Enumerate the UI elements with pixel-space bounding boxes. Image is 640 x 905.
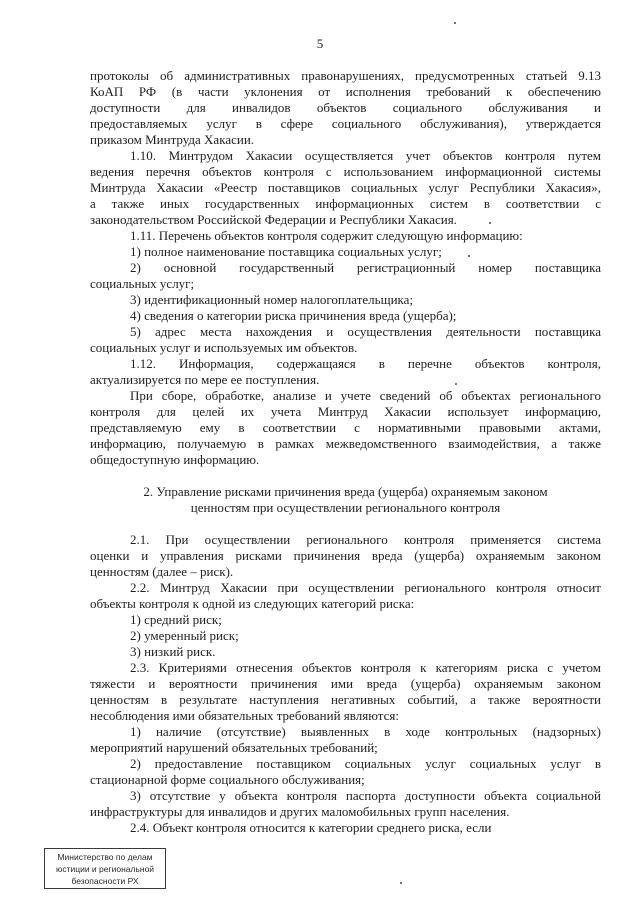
text-line: стационарной форме социального обслуживания;	[90, 772, 365, 787]
text-line: 5) адрес места нахождения и осуществления деятельности поставщика	[130, 324, 601, 339]
text-line: 2.4. Объект контроля относится к категории среднего риска, если	[130, 820, 492, 835]
text-line: представляемую ему в соответствии с нормативными правовыми актами,	[90, 420, 601, 435]
text-line: тяжести и вероятности причинения ими вреда (ущерба) охраняемым законом	[90, 676, 601, 691]
text-line: общедоступную информацию.	[90, 452, 260, 467]
text-line: 1) наличие (отсутствие) выявленных в ходе контрольных (надзорных)	[130, 724, 601, 739]
stamp-line: Министерство по делам	[57, 852, 153, 862]
text-line: При сборе, обработке, анализе и учете сведений об объектах регионального	[130, 388, 601, 403]
text-line: объекты контроля к одной из следующих категорий риска:	[90, 596, 415, 611]
section-heading: ценностям при осуществлении регионального контроля	[190, 500, 501, 515]
text-line: оценки и управления рисками причинения вреда (ущерба) охраняемым законом	[90, 548, 601, 563]
text-line: приказом Минтруда Хакасии.	[90, 132, 255, 147]
text-line: предоставляемых услуг в сфере социального обслуживания), утверждается	[90, 116, 601, 131]
scan-speck	[400, 882, 402, 884]
stamp-line: юстиции и региональной	[55, 864, 155, 874]
text-line: 2.2. Минтруд Хакасии при осуществлении регионального контроля относит	[130, 580, 601, 595]
text-line: 1.10. Минтрудом Хакасии осуществляется учет объектов контроля путем	[130, 148, 601, 163]
text-line: ценностям (далее – риск).	[90, 564, 234, 579]
text-line: 2) умеренный риск;	[130, 628, 239, 643]
text-line: ведения перечня объектов контроля с использованием информационной системы	[90, 164, 601, 179]
text-line: 2.3. Критериями отнесения объектов контроля к категориям риска с учетом	[130, 660, 601, 675]
text-line: социальных услуг и используемых им объектов.	[90, 340, 358, 355]
text-line: инфраструктуры для инвалидов и других маломобильных групп населения.	[90, 804, 510, 819]
text-line: 3) низкий риск.	[130, 644, 216, 659]
text-line: контроля для целей их учета Минтруд Хакасии использует информацию,	[90, 404, 601, 419]
text-line: 3) отсутствие у объекта контроля паспорта доступности объекта социальной	[130, 788, 601, 803]
text-line: 1.12. Информация, содержащаяся в перечне объектов контроля,	[130, 356, 601, 371]
text-line: 1) средний риск;	[130, 612, 222, 627]
text-line: законодательством Российской Федерации и Республики Хакасия.	[90, 212, 457, 227]
text-line: доступности для инвалидов объектов социального обслуживания и	[90, 100, 601, 115]
text-line: Минтруда Хакасии «Реестр поставщиков социальных услуг Республики Хакасия»,	[90, 180, 601, 195]
text-line: мероприятий нарушений обязательных требований;	[90, 740, 378, 755]
text-line: несоблюдения ими обязательных требований являются:	[90, 708, 399, 723]
text-line: 1) полное наименование поставщика социальных услуг;	[130, 244, 442, 259]
text-line: социальных услуг;	[90, 276, 195, 291]
scan-speck	[454, 22, 456, 24]
text-line: актуализируется по мере ее поступления.	[90, 372, 320, 387]
scan-speck	[455, 383, 457, 385]
stamp-line: безопасности РХ	[71, 876, 139, 886]
page-number: 5	[316, 36, 324, 51]
text-line: ценностям в результате наступления негативных событий, а также вероятности	[90, 692, 601, 707]
text-line: 1.11. Перечень объектов контроля содержит следующую информацию:	[130, 228, 523, 243]
text-line: 3) идентификационный номер налогоплательщика;	[130, 292, 414, 307]
section-heading: 2. Управление рисками причинения вреда (ущерба) охраняемым законом	[143, 484, 548, 499]
ministry-stamp	[44, 848, 166, 889]
text-line: 2) предоставление поставщиком социальных услуг социальных услуг в	[130, 756, 601, 771]
text-line: информацию, получаемую в рамках межведомственного взаимодействия, а также	[90, 436, 601, 451]
text-line: а также иных государственных информационных систем в соответствии с	[90, 196, 601, 211]
text-line: КоАП РФ (в части уклонения от исполнения требований к обеспечению	[90, 84, 601, 99]
text-line: 4) сведения о категории риска причинения вреда (ущерба);	[130, 308, 457, 323]
text-line: 2.1. При осуществлении регионального контроля применяется система	[130, 532, 601, 547]
text-line: 2) основной государственный регистрационный номер поставщика	[130, 260, 601, 275]
scan-speck	[489, 222, 491, 224]
scan-speck	[468, 255, 470, 257]
text-line: протоколы об административных правонарушениях, предусмотренных статьей 9.13	[90, 68, 601, 83]
